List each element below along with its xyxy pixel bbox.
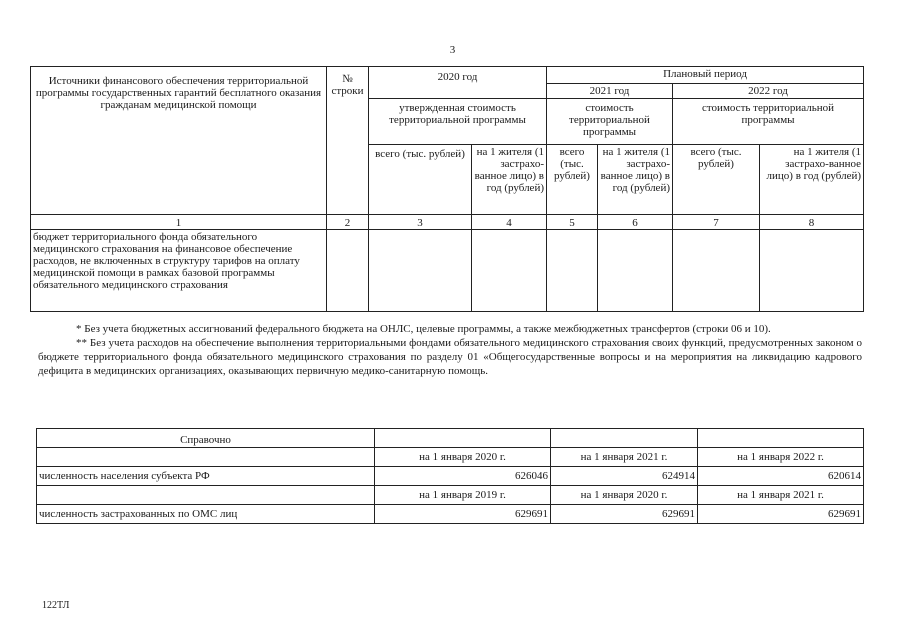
col-number-3: 3 <box>369 215 472 230</box>
col-number-6: 6 <box>598 215 673 230</box>
header-row-number: № строки <box>327 67 369 215</box>
col-number-4: 4 <box>472 215 547 230</box>
row-cell-6 <box>598 230 673 312</box>
row-cell-4 <box>472 230 547 312</box>
population-date-2: на 1 января 2021 г. <box>551 448 698 467</box>
ref-empty-2 <box>551 429 698 448</box>
header-total-2020: всего (тыс. рублей) <box>369 145 472 215</box>
ref-empty-3 <box>698 429 864 448</box>
row-cell-7 <box>673 230 760 312</box>
col-number-2: 2 <box>327 215 369 230</box>
row-cell-8 <box>760 230 864 312</box>
population-value-1: 626046 <box>375 467 551 486</box>
header-per-capita-2022: на 1 жителя (1 застрахо-ванное лицо) в год (рублей) <box>760 145 864 215</box>
footnote-2: ** Без учета расходов на обеспечение выполнения территориальными фондами обязательного медицинского страхования своих функций, предусмотренных законом о бюджете территориального фонда обязательного медицинского страхования по разделу 01 «Общегосударственные вопросы и на мероприятия на ликвидацию кадрового дефицита в медицинских организациях, оказывающих первичную медико-санитарную помощь. <box>38 337 862 377</box>
ref-empty-label-1 <box>37 448 375 467</box>
header-per-capita-2021: на 1 жителя (1 застрахо-ванное лицо) в год (рублей) <box>598 145 673 215</box>
ref-empty-1 <box>375 429 551 448</box>
insured-date-2: на 1 января 2020 г. <box>551 486 698 505</box>
reference-title: Справочно <box>37 429 375 448</box>
col-number-1: 1 <box>31 215 327 230</box>
header-planned-period: Плановый период <box>547 67 864 84</box>
insured-value-3: 629691 <box>698 505 864 524</box>
population-value-3: 620614 <box>698 467 864 486</box>
col-number-8: 8 <box>760 215 864 230</box>
header-total-2021: всего (тыс. рублей) <box>547 145 598 215</box>
col-number-5: 5 <box>547 215 598 230</box>
reference-table <box>36 428 864 524</box>
header-approved-cost: утвержденная стоимость территориальной программы <box>369 99 547 145</box>
page-number: 3 <box>449 44 456 56</box>
header-source: Источники финансового обеспечения территориальной программы государственных гарантий бесплатного оказания гражданам медицинской помощи <box>31 67 327 215</box>
header-total-2022: всего (тыс. рублей) <box>673 145 760 215</box>
header-year-2021: 2021 год <box>547 84 673 99</box>
insured-value-2: 629691 <box>551 505 698 524</box>
row-cell-2 <box>327 230 369 312</box>
row-tfoms-budget-label: бюджет территориального фонда обязательного медицинского страхования на финансовое обеспечение расходов, не включенных в структуру тарифов на оплату медицинской помощи в рамках базовой программы обязательного медицинского страхования <box>31 230 327 312</box>
insured-value-1: 629691 <box>375 505 551 524</box>
header-per-capita-2020: на 1 жителя (1 застрахо-ванное лицо) в год (рублей) <box>472 145 547 215</box>
header-cost-2021: стоимость территориальной программы <box>547 99 673 145</box>
col-number-7: 7 <box>673 215 760 230</box>
population-date-3: на 1 января 2022 г. <box>698 448 864 467</box>
row-cell-3 <box>369 230 472 312</box>
insured-date-3: на 1 января 2021 г. <box>698 486 864 505</box>
insured-label: численность застрахованных по ОМС лиц <box>37 505 375 524</box>
main-financing-table <box>30 66 864 312</box>
ref-empty-label-2 <box>37 486 375 505</box>
footnote-1: * Без учета бюджетных ассигнований федерального бюджета на ОНЛС, целевые программы, а также межбюджетных трансфертов (строки 06 и 10). <box>76 323 771 335</box>
population-date-1: на 1 января 2020 г. <box>375 448 551 467</box>
header-year-2022: 2022 год <box>673 84 864 99</box>
header-year-2020: 2020 год <box>369 67 547 99</box>
document-code: 122ТЛ <box>42 600 70 611</box>
insured-date-1: на 1 января 2019 г. <box>375 486 551 505</box>
row-cell-5 <box>547 230 598 312</box>
header-cost-2022: стоимость территориальной программы <box>673 99 864 145</box>
population-label: численность населения субъекта РФ <box>37 467 375 486</box>
footnotes <box>38 322 862 378</box>
population-value-2: 624914 <box>551 467 698 486</box>
